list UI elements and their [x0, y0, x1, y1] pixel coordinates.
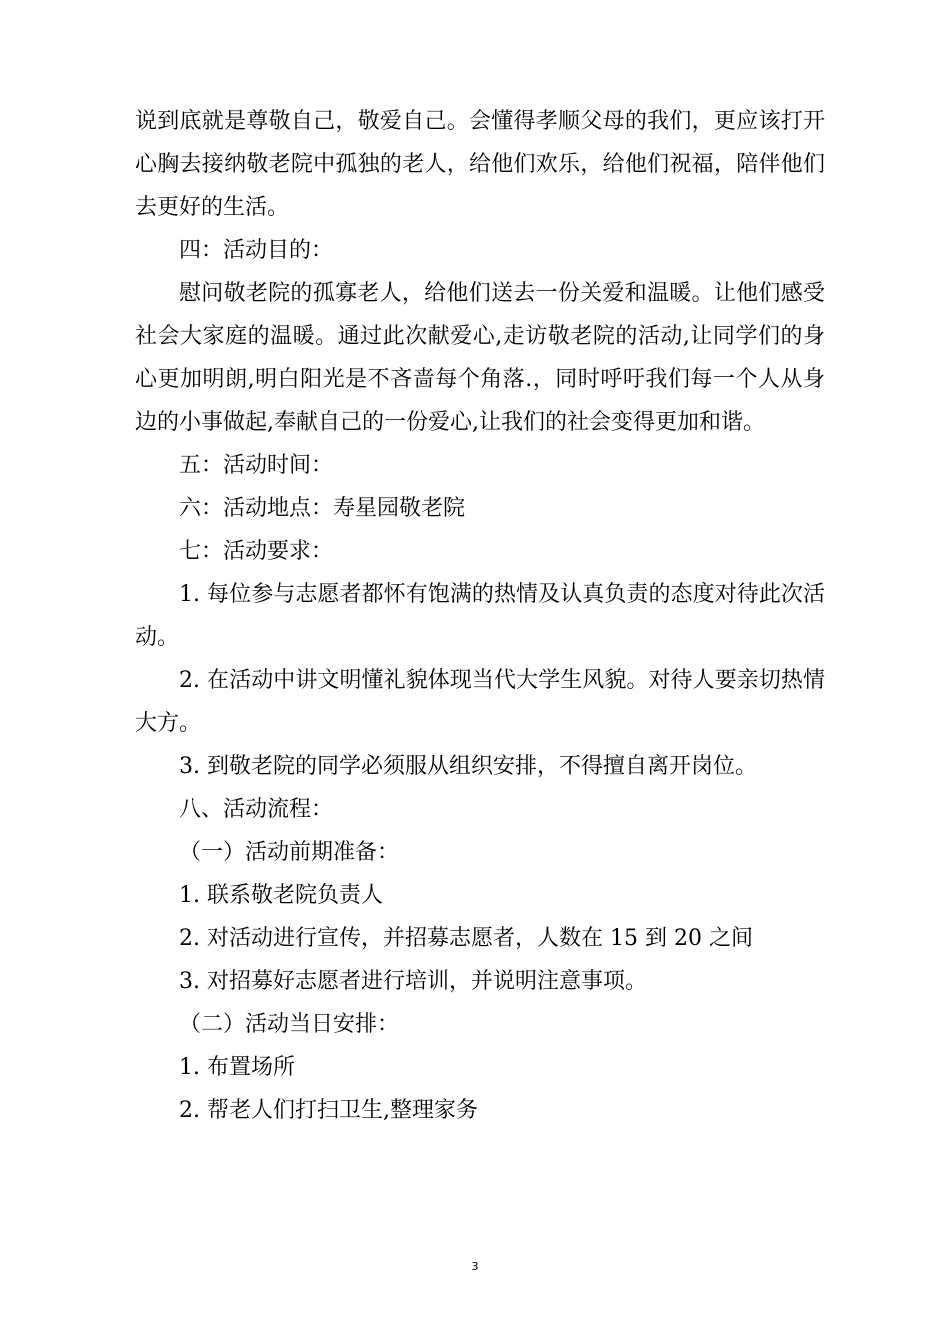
- page-number: 3: [471, 1260, 479, 1273]
- paragraph-activity-purpose: 慰问敬老院的孤寡老人，给他们送去一份关爱和温暖。让他们感受社会大家庭的温暖。通过此次献爱心,走访敬老院的活动,让同学们的身心更加明朗,明白阳光是不吝啬每个角落.，同时呼吁我们每一个人从身边的小事做起,奉献自己的一份爱心,让我们的社会变得更加和谐。: [135, 281, 825, 435]
- subheading-day-arrangement: （二）活动当日安排：: [179, 1012, 400, 1037]
- heading-activity-process: 八、活动流程：: [179, 797, 334, 822]
- heading-activity-purpose: 四：活动目的：: [179, 238, 334, 263]
- arrangement-item-2: 2. 帮老人们打扫卫生,整理家务: [179, 1098, 478, 1123]
- arrangement-item-1: 1. 布置场所: [179, 1055, 295, 1080]
- paragraph-intro-continuation: 说到底就是尊敬自己，敬爱自己。会懂得孝顺父母的我们，更应该打开心胸去接纳敬老院中孤独的老人，给他们欢乐，给他们祝福，陪伴他们去更好的生活。: [135, 109, 825, 220]
- document-body: [135, 100, 825, 1132]
- preparation-item-3: 3. 对招募好志愿者进行培训，并说明注意事项。: [179, 969, 647, 994]
- heading-activity-requirements: 七：活动要求：: [179, 539, 334, 564]
- requirement-item-1: 1. 每位参与志愿者都怀有饱满的热情及认真负责的态度对待此次活动。: [135, 582, 825, 650]
- preparation-item-1: 1. 联系敬老院负责人: [179, 883, 383, 908]
- requirement-item-2: 2. 在活动中讲文明懂礼貌体现当代大学生风貌。对待人要亲切热情大方。: [135, 668, 825, 736]
- preparation-item-2: 2. 对活动进行宣传，并招募志愿者，人数在 15 到 20 之间: [179, 926, 753, 951]
- requirement-item-3: 3. 到敬老院的同学必须服从组织安排，不得擅自离开岗位。: [179, 754, 757, 779]
- heading-activity-location: 六：活动地点：寿星园敬老院: [179, 496, 466, 521]
- heading-activity-time: 五：活动时间：: [179, 453, 334, 478]
- subheading-preparation: （一）活动前期准备：: [179, 840, 400, 865]
